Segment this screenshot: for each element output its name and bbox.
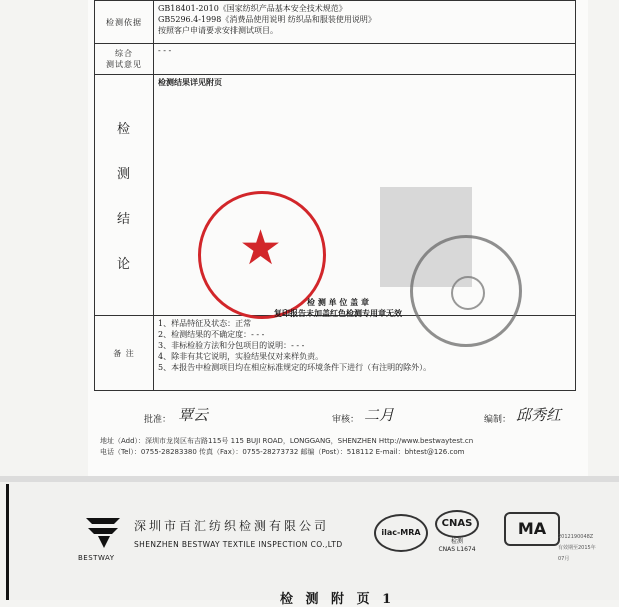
- attachment-title: 检 测 附 页 1: [280, 592, 396, 607]
- opinion-value: - - -: [154, 44, 576, 75]
- review-label: 审核：: [332, 415, 360, 425]
- cnas-ring: CNAS: [435, 510, 479, 538]
- prepare-signature: 邱秀红: [516, 406, 562, 424]
- company-name-cn: 深圳市百汇纺织检测有限公司: [134, 519, 330, 533]
- signature-row: [144, 400, 584, 428]
- letterhead: [36, 504, 596, 566]
- notes-label: 备 注: [95, 316, 154, 391]
- report-page: [88, 0, 588, 478]
- basis-content: [154, 1, 576, 44]
- opinion-label-line: 综合: [115, 49, 133, 58]
- seal-note-line: 检 测 单 位 盖 章: [307, 297, 369, 307]
- conclusion-label: [95, 75, 154, 316]
- note-item: 5、本报告中检测项目均在相应标准规定的环境条件下进行（有注明的除外）。: [158, 363, 432, 372]
- conclusion-row: [95, 75, 576, 316]
- basis-row: [95, 1, 576, 44]
- star-icon: ★: [239, 220, 283, 276]
- opinion-label-line: 测试意见: [106, 60, 142, 69]
- conclusion-char: 论: [116, 257, 131, 272]
- prepare-label: 编制：: [484, 415, 512, 425]
- review-signature: 二月: [364, 406, 395, 424]
- basis-line: GB18401-2010《国家纺织产品基本安全技术规范》: [158, 4, 347, 13]
- company-name-en: SHENZHEN BESTWAY TEXTILE INSPECTION CO.,LTD: [134, 540, 343, 549]
- notes-content: [154, 316, 576, 391]
- page-edge: [6, 484, 9, 600]
- cma-logo: MA: [504, 512, 560, 546]
- attachment-page: [0, 482, 619, 607]
- basis-line: GB5296.4-1998《消费品使用说明 纺织品和服装使用说明》: [158, 15, 376, 24]
- conclusion-content: [154, 75, 576, 316]
- approve-label: 批准：: [144, 415, 172, 425]
- conclusion-head: 检测结果详见附页: [158, 77, 222, 87]
- conclusion-char: 检: [116, 122, 131, 137]
- seal-note: [274, 297, 402, 319]
- opinion-label: [95, 44, 154, 75]
- opinion-row: [95, 44, 576, 75]
- footer-contact: 电话（Tel）：0755-28283380 传真（Fax）：0755-28273732 邮编（Post）：518112 E-mail：bhtest@126.com: [100, 448, 465, 456]
- cma-caption-line: 有效期至2015年07月: [558, 545, 596, 562]
- report-table: [94, 0, 576, 391]
- seal-inner-ring: [451, 276, 485, 310]
- footer-address: 地址（Add）：深圳市龙岗区布吉路115号 115 BUJI ROAD，LONGGANG，SHENZHEN Http://www.bestwaytest.cn: [100, 437, 474, 445]
- note-item: 1、样品特征及状态：正常: [158, 319, 252, 328]
- cma-caption-line: 2012190048Z: [558, 534, 594, 540]
- conclusion-char: 测: [116, 167, 131, 182]
- note-item: 3、非标检验方法和分包项目的说明：- - -: [158, 341, 305, 350]
- basis-line: 按照客户申请要求安排测试项目。: [158, 26, 278, 35]
- note-item: 2、检测结果的不确定度：- - -: [158, 330, 265, 339]
- bestway-logo-icon: [84, 514, 124, 550]
- logo-text: BESTWAY: [78, 554, 115, 562]
- ilac-mra-logo: ilac-MRA: [374, 514, 428, 552]
- cnas-code: CNAS L1674: [438, 546, 476, 553]
- inspection-seal-gray: [410, 235, 522, 347]
- basis-label: 检测依据: [95, 1, 154, 44]
- approve-signature: 覃云: [178, 406, 209, 424]
- cnas-sub: 检测: [450, 538, 463, 545]
- cnas-logo: [432, 510, 482, 553]
- conclusion-char: 结: [116, 212, 131, 227]
- report-footer: [100, 436, 473, 458]
- note-item: 4、除非有其它说明，实验结果仅对来样负责。: [158, 352, 324, 361]
- seal-note-line: 复印报告未加盖红色检测专用章无效: [274, 308, 402, 318]
- cma-caption: [558, 532, 596, 565]
